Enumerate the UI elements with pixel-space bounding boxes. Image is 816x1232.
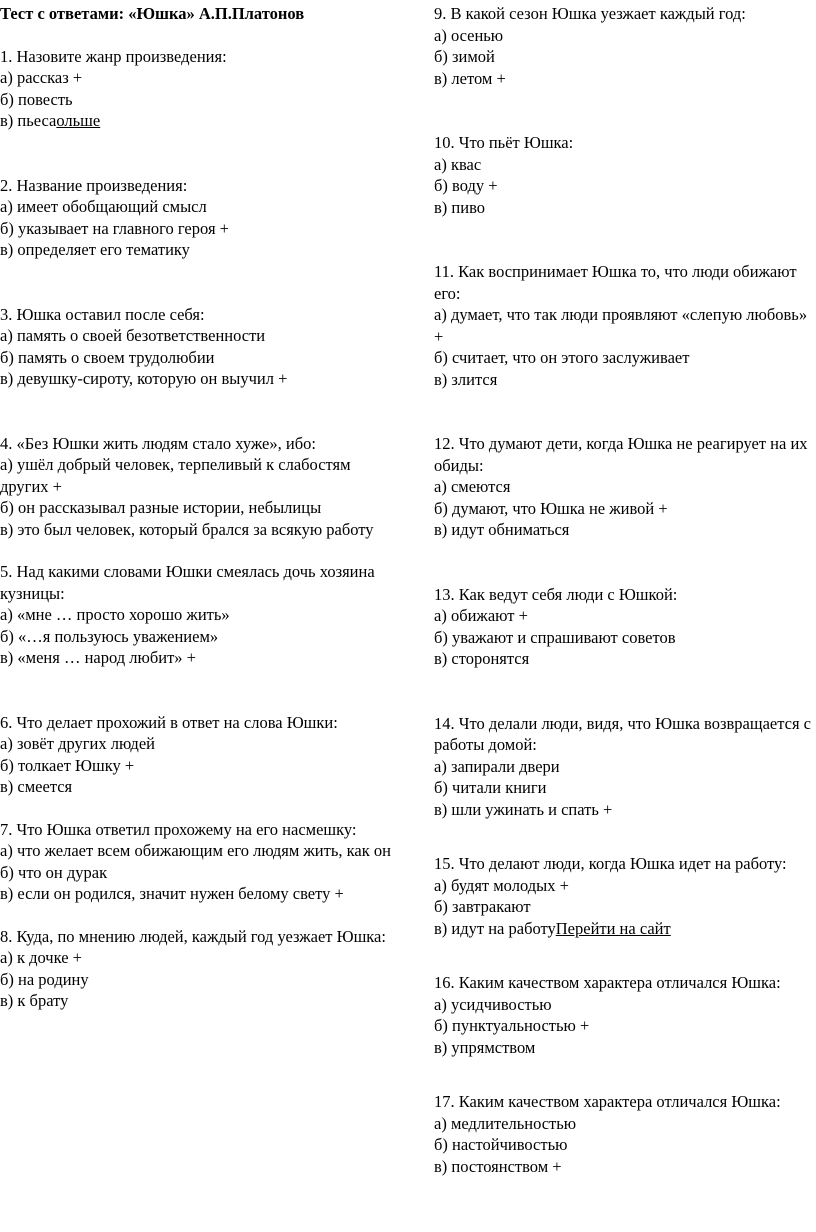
question-12: 12. Что думают дети, когда Юшка не реагирует на их обиды: а) смеются б) думают, что Юшка не живой + в) идут обниматься [434, 434, 808, 539]
question-4: 4. «Без Юшки жить людям стало хуже», ибо: а) ушёл добрый человек, терпеливый к слабостям других + б) он рассказывал разные истории, небылицы в) это был человек, который брался за всякую работу [0, 433, 374, 539]
question-13: 13. Как ведут себя люди с Юшкой: а) обижают + б) уважают и спрашивают советов в) сторонятся [434, 584, 678, 668]
question-8: 8. Куда, по мнению людей, каждый год уезжает Юшка: а) к дочке + б) на родину в) к брату [0, 926, 386, 1010]
question-9: 9. В какой сезон Юшка уезжает каждый год: а) осенью б) зимой в) летом + [434, 4, 746, 88]
page-title: Тест с ответами: «Юшка» А.П.Платонов [0, 4, 305, 23]
question-1: 1. Назовите жанр произведения: а) рассказ + б) повесть в) пьесаольше [0, 46, 227, 130]
question-15: 15. Что делают люди, когда Юшка идет на работу: а) будят молодых + б) завтракают в) идут на работуПерейти на сайт [434, 854, 787, 938]
question-2: 2. Название произведения: а) имеет обобщающий смысл б) указывает на главного героя + в) определяет его тематику [0, 175, 229, 259]
go-to-site-link[interactable]: Перейти на сайт [555, 918, 671, 938]
more-link[interactable]: ольше [56, 111, 101, 130]
question-10: 10. Что пьёт Юшка: а) квас б) воду + в) пиво [434, 133, 574, 217]
question-7: 7. Что Юшка ответил прохожему на его насмешку: а) что желает всем обижающим его людям жить, как он б) что он дурак в) если он родился, значит нужен белому свету + [0, 819, 391, 903]
question-3: 3. Юшка оставил после себя: а) память о своей безответственности б) память о своем трудолюбии в) девушку-сироту, которую он выучил + [0, 304, 288, 388]
question-5: 5. Над какими словами Юшки смеялась дочь хозяина кузницы: а) «мне … просто хорошо жить» б) «…я пользуюсь уважением» в) «меня … народ любит» + [0, 562, 375, 667]
question-11: 11. Как воспринимает Юшка то, что люди обижают его: а) думает, что так люди проявляют «слепую любовь» + б) считает, что он этого заслуживает в) злится [434, 262, 808, 389]
question-16: 16. Каким качеством характера отличался Юшка: а) усидчивостью б) пунктуальностью + в) упрямством [434, 973, 781, 1057]
question-6: 6. Что делает прохожий в ответ на слова Юшки: а) зовёт других людей б) толкает Юшку + в) смеется [0, 712, 338, 796]
question-14: 14. Что делали люди, видя, что Юшка возвращается с работы домой: а) запирали двери б) читали книги в) шли ужинать и спать + [434, 713, 811, 819]
left-column [0, 0, 392, 1012]
right-column [434, 0, 816, 1177]
question-17: 17. Каким качеством характера отличался Юшка: а) медлительностью б) настойчивостью в) постоянством + [434, 1092, 781, 1176]
